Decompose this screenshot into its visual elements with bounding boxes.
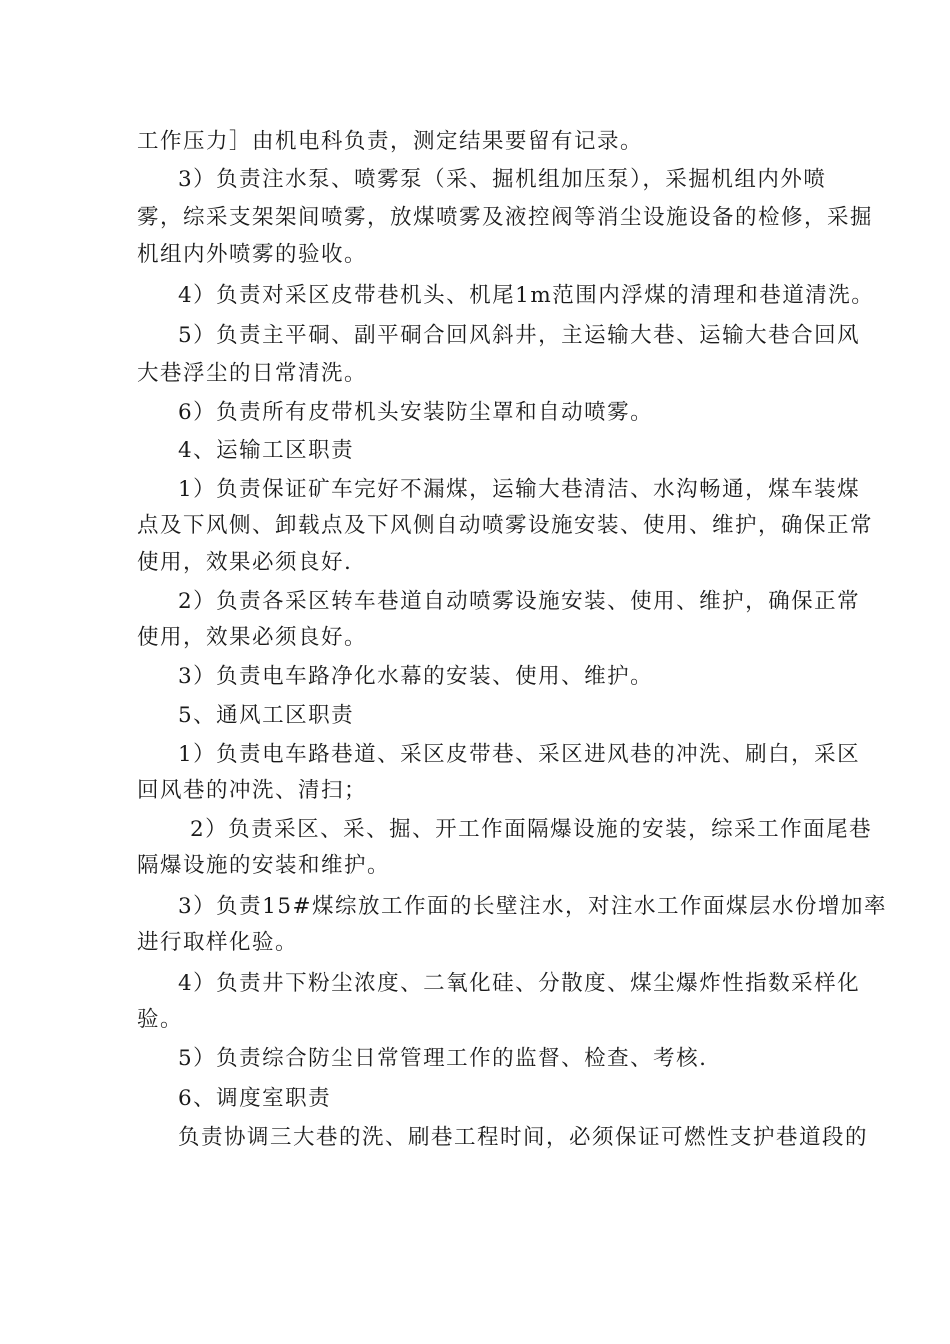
text-line: 回风巷的冲洗、清扫； <box>137 778 368 803</box>
text-line: 工作压力］由机电科负责，测定结果要留有记录。 <box>137 129 644 154</box>
list-item: 3）负责15#煤综放工作面的长壁注水，对注水工作面煤层水份增加率 <box>178 894 888 919</box>
list-item: 3）负责注水泵、喷雾泵（采、掘机组加压泵），采掘机组内外喷 <box>178 167 827 192</box>
section-heading: 4、运输工区职责 <box>178 438 355 463</box>
section-heading: 5、通风工区职责 <box>178 703 355 728</box>
list-item: 3）负责电车路净化水幕的安装、使用、维护。 <box>178 664 654 689</box>
text-line: 大巷浮尘的日常清洗。 <box>137 361 368 386</box>
list-item: 5）负责综合防尘日常管理工作的监督、检查、考核. <box>178 1046 708 1071</box>
list-item: 4）负责对采区皮带巷机头、机尾1m范围内浮煤的清理和巷道清洗。 <box>178 283 875 308</box>
text-line: 机组内外喷雾的验收。 <box>137 242 368 267</box>
text-line: 进行取样化验。 <box>137 930 299 955</box>
list-item: 4）负责井下粉尘浓度、二氧化硅、分散度、煤尘爆炸性指数采样化 <box>178 971 861 996</box>
list-item: 2）负责各采区转车巷道自动喷雾设施安装、使用、维护，确保正常 <box>178 589 861 614</box>
text-line: 使用，效果必须良好. <box>137 550 353 575</box>
text-line: 使用，效果必须良好。 <box>137 625 368 650</box>
text-line: 负责协调三大巷的洗、刷巷工程时间，必须保证可燃性支护巷道段的 <box>178 1125 869 1150</box>
text-line: 点及下风侧、卸载点及下风侧自动喷雾设施安装、使用、维护，确保正常 <box>137 513 874 538</box>
text-line: 验。 <box>137 1007 184 1032</box>
section-heading: 6、调度室职责 <box>178 1086 332 1111</box>
list-item: 2）负责采区、采、掘、开工作面隔爆设施的安装，综采工作面尾巷 <box>190 817 873 842</box>
list-item: 1）负责电车路巷道、采区皮带巷、采区进风巷的冲洗、刷白，采区 <box>178 742 861 767</box>
list-item: 5）负责主平硐、副平硐合回风斜井，主运输大巷、运输大巷合回风 <box>178 323 861 348</box>
list-item: 1）负责保证矿车完好不漏煤，运输大巷清洁、水沟畅通，煤车装煤 <box>178 477 861 502</box>
text-line: 雾，综采支架架间喷雾，放煤喷雾及液控阀等消尘设施设备的检修，采掘 <box>137 205 874 230</box>
list-item: 6）负责所有皮带机头安装防尘罩和自动喷雾。 <box>178 400 654 425</box>
text-line: 隔爆设施的安装和维护。 <box>137 853 391 878</box>
